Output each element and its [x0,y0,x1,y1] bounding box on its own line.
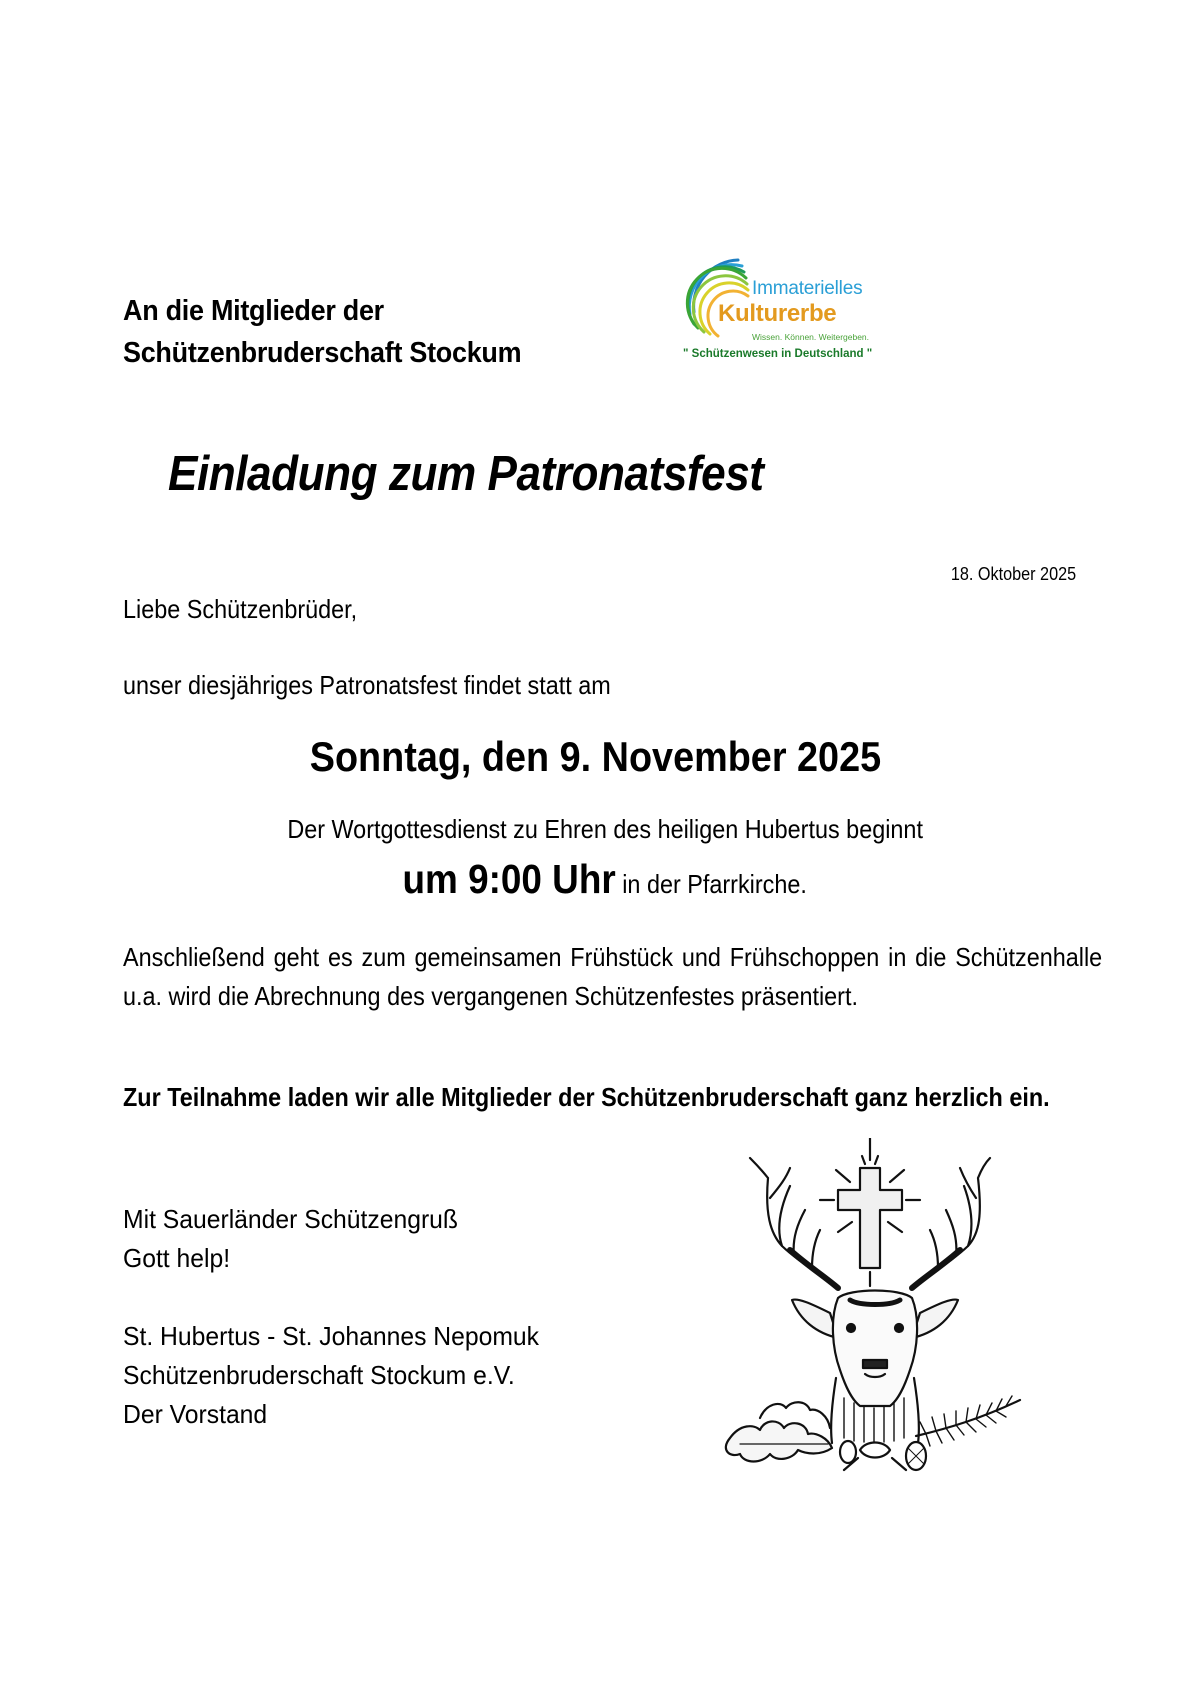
closing-block [123,1200,539,1434]
addressee-line-2: Schützenbruderschaft Stockum [123,337,522,369]
logo-tagline: Wissen. Können. Weitergeben. [752,332,870,342]
addressee-line-1: An die Mitglieder der [123,295,384,327]
event-date-text: Sonntag, den 9. November 2025 [309,733,881,780]
signature-line-2: Schützenbruderschaft Stockum e.V. [123,1360,515,1390]
logo-line-kulturerbe: Kulturerbe [718,300,837,327]
intro-text: unser diesjähriges Patronatsfest findet statt am [123,670,611,700]
body-paragraph: Anschließend geht es zum gemeinsamen Frühstück und Frühschoppen in die Schützenhalle u.a. wird die Abrechnung des vergangenen Schützenfestes präsentiert. [123,942,1103,1011]
service-time: um 9:00 Uhr [402,856,617,902]
closing-greeting-2: Gott help! [123,1243,231,1273]
invitation-text: Zur Teilnahme laden wir alle Mitglieder der Schützenbruderschaft ganz herzlich ein. [123,1082,1050,1112]
signature-line-3: Der Vorstand [123,1399,268,1429]
greeting: Liebe Schützenbrüder, [123,594,358,624]
letter-date: 18. Oktober 2025 [950,564,1076,584]
service-text: Der Wortgottesdienst zu Ehren des heiligen Hubertus beginnt [287,814,923,844]
cross-icon [820,1138,920,1286]
logo-line-immaterielles: Immaterielles [752,278,863,299]
time-line [0,856,1190,903]
page-title: Einladung zum Patronatsfest [168,447,764,501]
addressee-block [123,290,551,374]
event-date [0,733,1190,781]
closing-greeting-1: Mit Sauerländer Schützengruß [123,1204,458,1234]
signature-line-1: St. Hubertus - St. Johannes Nepomuk [123,1321,539,1351]
logo-caption: " Schützenwesen in Deutschland " [683,348,873,360]
service-place: in der Pfarrkirche. [616,869,808,899]
kulturerbe-logo [680,252,890,372]
service-line [0,814,1190,845]
stag-with-cross-icon [720,1138,1030,1473]
